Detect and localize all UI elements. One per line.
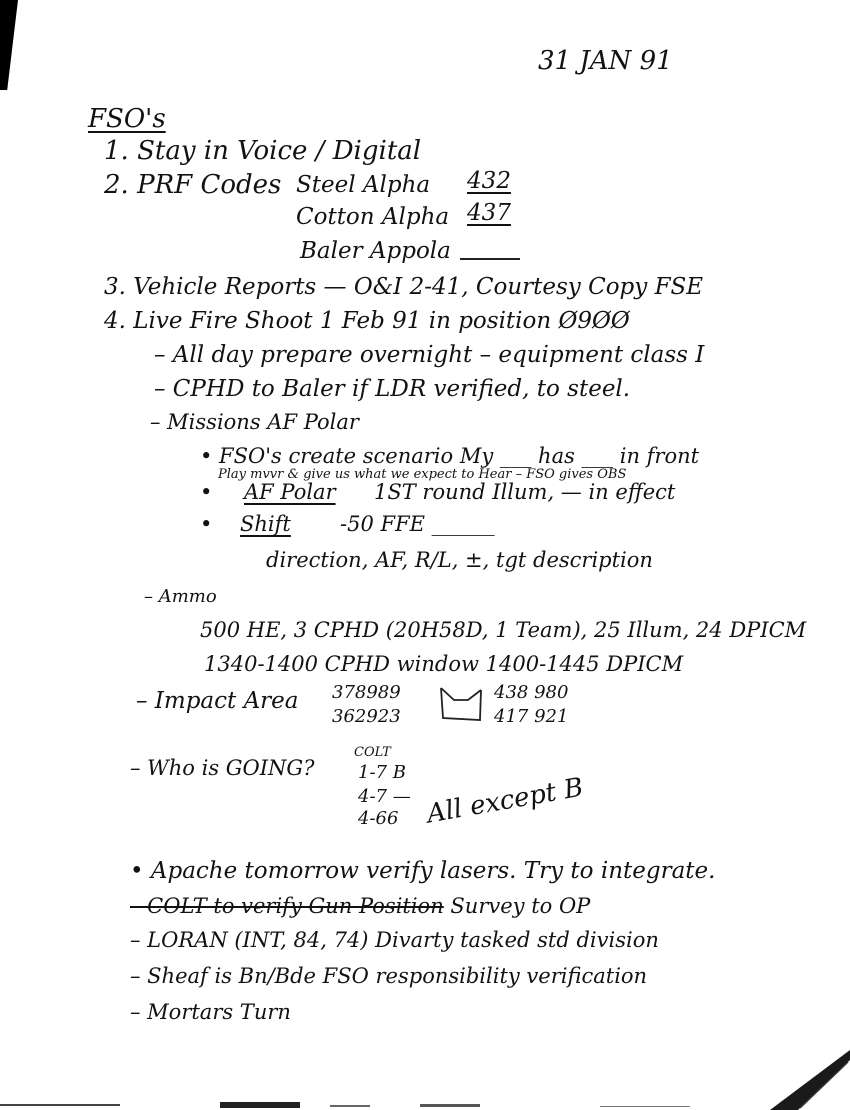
bullet-2-a: AF Polar: [244, 480, 336, 504]
impact-box-sketch: [438, 686, 484, 722]
impact-coord-2: 362923: [332, 706, 401, 727]
sub-4b: – CPHD to Baler if LDR verified, to steel.: [154, 376, 631, 402]
bottom-line-2-struck: – COLT to verify Gun Position: [130, 894, 444, 918]
who-unit-2: 1-7 B: [358, 762, 406, 783]
impact-coord-1: 378989: [332, 682, 401, 703]
prf-code-2: 437: [467, 200, 511, 226]
who-label: – Who is GOING?: [130, 756, 315, 780]
prf-name-2: Cotton Alpha: [296, 204, 450, 230]
item-2-label: 2. PRF Codes: [104, 170, 282, 200]
bottom-line-2-rest: Survey to OP: [450, 894, 591, 918]
prf-name-1: Steel Alpha: [296, 172, 431, 198]
who-scrawl: All except B: [424, 772, 586, 830]
bottom-line-1: • Apache tomorrow verify lasers. Try to integrate.: [130, 858, 716, 884]
who-unit-3: 4-7 —: [358, 786, 411, 807]
bullet-3-marker: •: [200, 512, 213, 536]
impact-coord-4: 417 921: [494, 706, 569, 727]
prf-code-3-blank: [460, 258, 520, 260]
heading: FSO's: [88, 104, 166, 134]
scan-bottom-noise: [0, 1096, 850, 1110]
bottom-line-2: [130, 896, 590, 917]
item-3: 3. Vehicle Reports — O&I 2-41, Courtesy Copy FSE: [104, 274, 704, 300]
ammo-label: – Ammo: [144, 586, 217, 607]
prf-name-3: Baler Appola: [300, 238, 451, 264]
who-unit-1: COLT: [354, 745, 391, 760]
item-1: 1. Stay in Voice / Digital: [104, 136, 422, 166]
bullet-3-b: -50 FFE ______: [340, 512, 495, 536]
ammo-line-2: 1340-1400 CPHD window 1400-1445 DPICM: [204, 652, 684, 676]
bullet-3-a: Shift: [240, 512, 291, 536]
scan-edge-mark: [0, 0, 18, 90]
who-unit-4: 4-66: [358, 808, 399, 829]
bottom-line-5: – Mortars Turn: [130, 1000, 291, 1024]
bottom-line-4: – Sheaf is Bn/Bde FSO responsibility verification: [130, 964, 648, 988]
direction-line: direction, AF, R/L, ±, tgt description: [266, 548, 653, 572]
item-4: 4. Live Fire Shoot 1 Feb 91 in position Ø9ØØ: [104, 308, 630, 334]
impact-label: – Impact Area: [136, 688, 299, 714]
impact-coord-3: 438 980: [494, 682, 569, 703]
bullet-1: • FSO's create scenario My ___ has ___ in front: [200, 444, 700, 468]
date: 31 JAN 91: [538, 46, 673, 76]
bullet-2-marker: •: [200, 480, 213, 504]
bottom-line-3: – LORAN (INT, 84, 74) Divarty tasked std division: [130, 928, 659, 952]
bullet-2-b: 1ST round Illum, — in effect: [374, 480, 676, 504]
sub-4c: – Missions AF Polar: [150, 410, 359, 434]
sub-4a: – All day prepare overnight – equipment class I: [154, 342, 705, 368]
prf-code-1: 432: [467, 168, 511, 194]
bullet-1-note: Play mvvr & give us what we expect to Hear – FSO gives OBS: [218, 467, 627, 482]
ammo-line-1: 500 HE, 3 CPHD (20H58D, 1 Team), 25 Illum, 24 DPICM: [200, 618, 807, 642]
